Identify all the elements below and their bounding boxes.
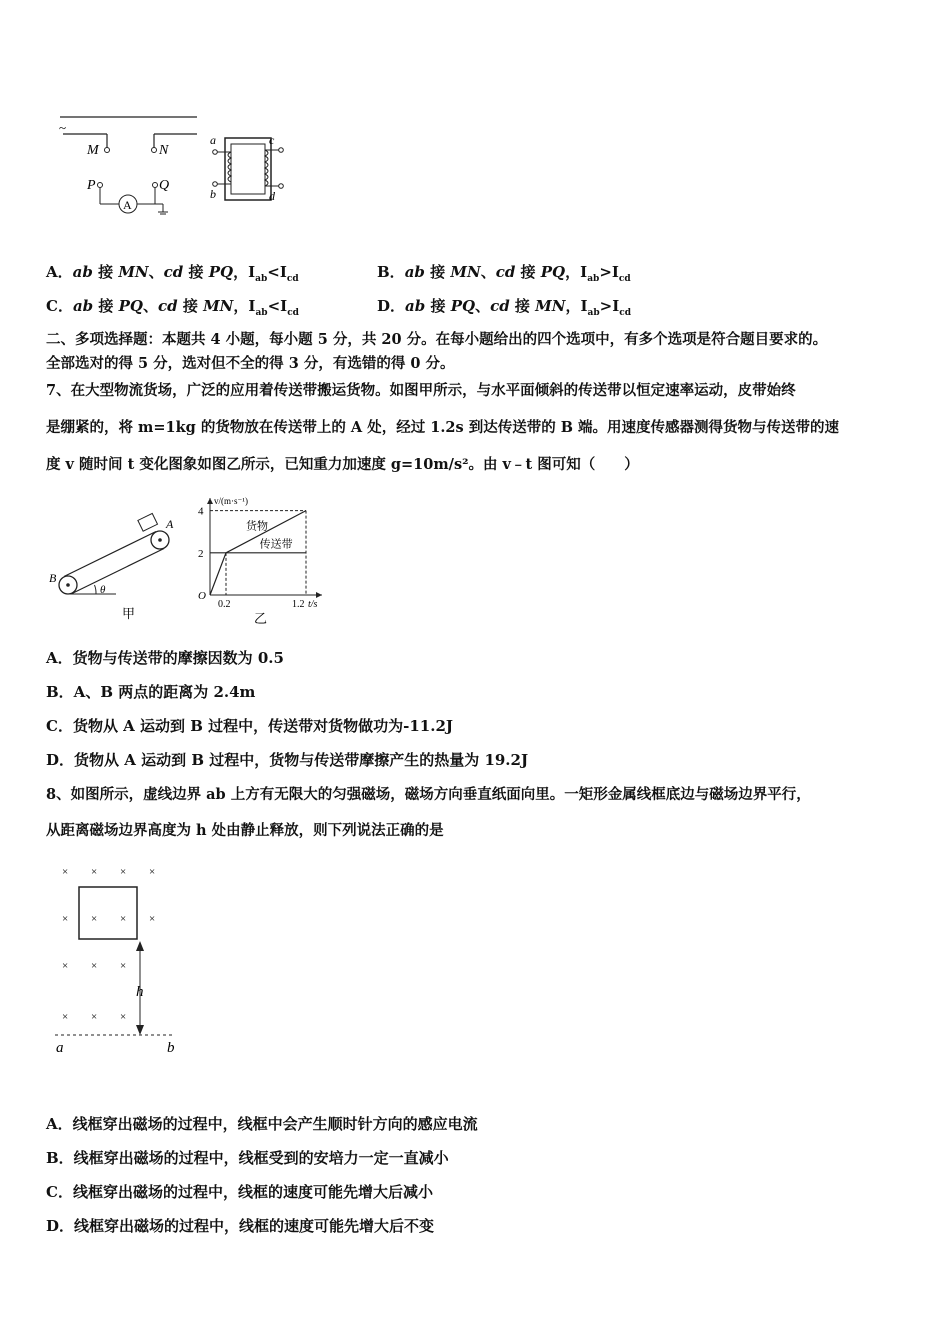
svg-text:×: × xyxy=(62,1011,69,1023)
q8-option-d[interactable]: D．线框穿出磁场的过程中，线框的速度可能先增大后不变 xyxy=(46,1217,435,1235)
q8-stem-line2: 从距离磁场边界高度为 h 处由静止释放，则下列说法正确的是 xyxy=(46,822,444,839)
origin-label: O xyxy=(198,590,206,602)
series-goods-label: 货物 xyxy=(246,520,268,533)
chart-y-arrow xyxy=(207,498,213,504)
svg-text:c: c xyxy=(269,133,275,147)
svg-text:N: N xyxy=(159,143,169,158)
x-tick-0.2: 0.2 xyxy=(218,599,231,610)
q8-stem-line1: 8、如图所示，虚线边界 ab 上方有无限大的匀强磁场，磁场方向垂直纸面向里。一矩形金属线框底边与磁场边界平行， xyxy=(46,786,811,803)
svg-text:a: a xyxy=(56,1040,64,1056)
q6-option-d[interactable]: D．ab 接 PQ、cd 接 MN，$I_{ab}>I_{cd}$ xyxy=(377,297,632,318)
svg-text:×: × xyxy=(149,866,156,878)
q8-option-a[interactable]: A．线框穿出磁场的过程中，线框中会产生顺时针方向的感应电流 xyxy=(46,1115,478,1133)
svg-text:A: A xyxy=(166,517,174,531)
svg-text:a: a xyxy=(210,133,216,147)
q7-conveyor-figure xyxy=(46,510,186,625)
q7-stem-line2: 是绷紧的，将 m=1kg 的货物放在传送带上的 A 处，经过 1.2s 到达传送带的 B 端。用速度传感器测得货物与传送带的速 xyxy=(46,419,840,436)
wire-frame xyxy=(79,887,137,939)
svg-text:×: × xyxy=(91,866,98,878)
q7-option-a[interactable]: A．货物与传送带的摩擦因数为 0.5 xyxy=(46,649,284,667)
svg-text:~: ~ xyxy=(59,120,67,135)
svg-text:×: × xyxy=(120,1011,127,1023)
svg-text:×: × xyxy=(62,913,69,925)
q7-stem-line1: 7、在大型物流货场，广泛的应用着传送带搬运货物。如图甲所示，与水平面倾斜的传送带以恒定速率运动，皮带始终 xyxy=(46,382,796,399)
svg-text:Q: Q xyxy=(159,178,170,193)
q6-option-b[interactable]: B．ab 接 MN、cd 接 PQ，$I_{ab}>I_{cd}$ xyxy=(377,263,631,284)
svg-text:×: × xyxy=(120,913,127,925)
series-belt-label: 传送带 xyxy=(259,538,293,551)
svg-text:h: h xyxy=(136,984,144,1000)
svg-text:×: × xyxy=(149,913,156,925)
q7-stem-line3: 度 v 随时间 t 变化图象如图乙所示，已知重力加速度 g=10m/s²。由 v﹣t 图可知（ ） xyxy=(46,456,639,473)
x-axis-label: t/s xyxy=(308,599,318,610)
svg-text:甲: 甲 xyxy=(122,606,136,621)
y-axis-label: v/(m·s⁻¹) xyxy=(214,496,248,506)
svg-text:d: d xyxy=(269,189,275,203)
y-tick-4: 4 xyxy=(198,505,204,518)
q7-option-c[interactable]: C．货物从 A 运动到 B 过程中，传送带对货物做功为-11.2J xyxy=(46,717,454,735)
q8-option-c[interactable]: C．线框穿出磁场的过程中，线框的速度可能先增大后减小 xyxy=(46,1183,433,1201)
svg-text:×: × xyxy=(62,866,69,878)
svg-text:×: × xyxy=(91,960,98,972)
svg-text:×: × xyxy=(120,960,127,972)
q6-option-a[interactable]: A．ab 接 MN、cd 接 PQ，$I_{ab}<I_{cd}$ xyxy=(46,263,299,284)
x-tick-1.2: 1.2 xyxy=(292,599,305,610)
y-tick-2: 2 xyxy=(198,547,204,560)
q8-option-b[interactable]: B．线框穿出磁场的过程中，线框受到的安培力一定一直减小 xyxy=(46,1149,449,1167)
q6-circuit-figure xyxy=(55,112,295,222)
q7-option-b[interactable]: B．A、B 两点的距离为 2.4m xyxy=(46,683,256,701)
svg-text:A: A xyxy=(123,198,132,212)
svg-text:θ: θ xyxy=(100,584,106,596)
svg-text:×: × xyxy=(62,960,69,972)
svg-text:×: × xyxy=(91,1011,98,1023)
section2-heading-line1: 二、多项选择题：本题共 4 小题，每小题 5 分，共 20 分。在每小题给出的四个选项中，有多个选项是符合题目要求的。 xyxy=(46,331,828,348)
q6-option-c[interactable]: C．ab 接 PQ、cd 接 MN，$I_{ab}<I_{cd}$ xyxy=(46,297,299,318)
svg-text:b: b xyxy=(167,1040,175,1056)
svg-text:B: B xyxy=(49,571,57,585)
svg-text:P: P xyxy=(87,178,96,193)
chart-x-arrow xyxy=(316,592,322,598)
q7-vt-chart xyxy=(192,490,342,625)
q8-magnetic-field-figure xyxy=(50,858,190,1058)
q7-option-d[interactable]: D．货物从 A 运动到 B 过程中，货物与传送带摩擦产生的热量为 19.2J xyxy=(46,751,529,769)
svg-text:×: × xyxy=(120,866,127,878)
svg-text:b: b xyxy=(210,187,216,201)
chart-caption: 乙 xyxy=(254,611,268,625)
svg-text:M: M xyxy=(87,143,99,158)
section2-heading-line2: 全部选对的得 5 分，选对但不全的得 3 分，有选错的得 0 分。 xyxy=(46,355,455,372)
svg-text:×: × xyxy=(91,913,98,925)
